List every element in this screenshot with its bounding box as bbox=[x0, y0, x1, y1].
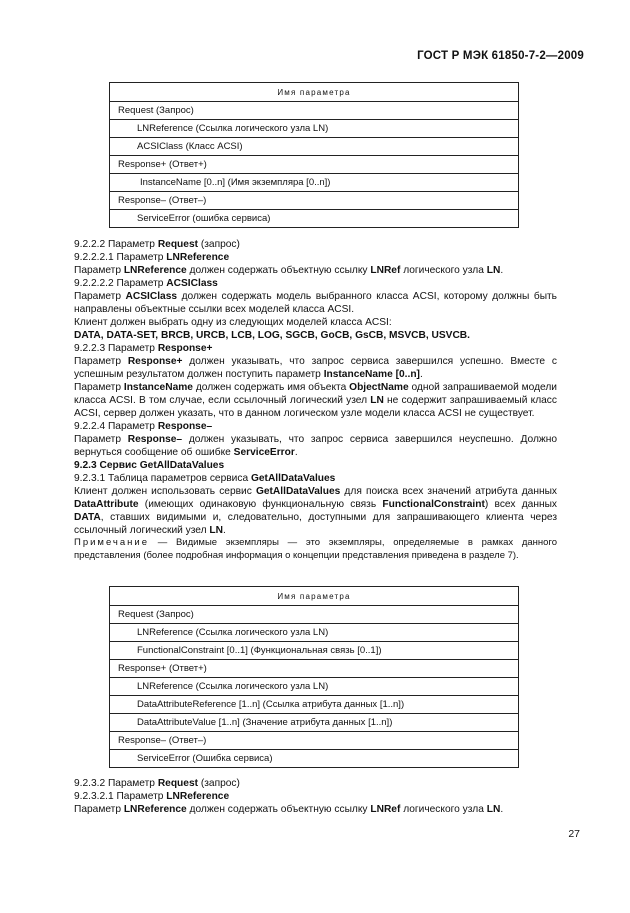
parameter-table-getdirectory bbox=[109, 82, 519, 228]
body-text-section-2 bbox=[74, 777, 557, 816]
page-number: 27 bbox=[568, 828, 580, 840]
heading-table: 9.2.3.1 Таблица параметров сервиса GetAllDataValues bbox=[74, 473, 336, 484]
parameter-table-getalldatavalues bbox=[109, 586, 519, 768]
table-row: ServiceError (Ошибка сервиса) bbox=[110, 750, 519, 768]
paragraph: Параметр ACSIClass должен содержать модель выбранного класса ACSI, которому должны быть направлены объектные ссылки всех моделей класса ACSI. bbox=[74, 291, 557, 315]
heading-acsiclass: 9.2.2.2.2 Параметр ACSIClass bbox=[74, 278, 218, 289]
paragraph: Параметр InstanceName должен содержать имя объекта ObjectName одной запрашиваемой модели класса ACSI. В том случае, если ссылочный логический узел LN не содержит запрашиваемый класс ACSI, сервер должен указать, что в данном логическом узле модели класса ACSI не существует. bbox=[74, 382, 557, 419]
heading-response-minus: 9.2.2.4 Параметр Response– bbox=[74, 421, 213, 432]
paragraph: Параметр LNReference должен содержать объектную ссылку LNRef логического узла LN. bbox=[74, 265, 504, 276]
heading-lnreference: 9.2.3.2.1 Параметр LNReference bbox=[74, 791, 230, 802]
table-row: Response– (Ответ–) bbox=[110, 732, 519, 750]
heading-response-plus: 9.2.2.3 Параметр Response+ bbox=[74, 343, 213, 354]
acsi-class-list: DATA, DATA-SET, BRCB, URCB, LCB, LOG, SGCB, GoCB, GsCB, MSVCB, USVCB. bbox=[74, 330, 470, 341]
table-header: Имя параметра bbox=[110, 83, 519, 102]
table-row: Response– (Ответ–) bbox=[110, 192, 519, 210]
heading-request: 9.2.3.2 Параметр Request (запрос) bbox=[74, 778, 240, 789]
heading-lnreference: 9.2.2.2.1 Параметр LNReference bbox=[74, 252, 230, 263]
paragraph: Параметр LNReference должен содержать объектную ссылку LNRef логического узла LN. bbox=[74, 804, 504, 815]
table-row: Response+ (Ответ+) bbox=[110, 156, 519, 174]
table-row: DataAttributeValue [1..n] (Значение атрибута данных [1..n]) bbox=[110, 714, 519, 732]
note: Примечание — Видимые экземпляры — это экземпляры, определяемые в рамках данного представления (более подробная информация о концепции представления приведена в разделе 7). bbox=[74, 537, 557, 561]
table-row: InstanceName [0..n] (Имя экземпляра [0..n]) bbox=[110, 174, 519, 192]
table-row: Response+ (Ответ+) bbox=[110, 660, 519, 678]
body-text-section-1 bbox=[74, 238, 557, 562]
paragraph: Клиент должен использовать сервис GetAllDataValues для поиска всех значений атрибута данных DataAttribute (имеющих одинаковую функциональную связь FunctionalConstraint) всех данных DATA, ставших видимыми и, следовательно, доступными для запрашивающего клиента через ссылочный логический узел LN. bbox=[74, 486, 558, 536]
table-row: LNReference (Ссылка логического узла LN) bbox=[110, 120, 519, 138]
table-header: Имя параметра bbox=[110, 587, 519, 606]
table-row: Request (Запрос) bbox=[110, 102, 519, 120]
table-row: LNReference (Ссылка логического узла LN) bbox=[110, 678, 519, 696]
table-row: ACSIClass (Класс ACSI) bbox=[110, 138, 519, 156]
document-header: ГОСТ Р МЭК 61850-7-2—2009 bbox=[417, 50, 584, 62]
table-row: ServiceError (ошибка сервиса) bbox=[110, 210, 519, 228]
section-heading: 9.2.3 Сервис GetAllDataValues bbox=[74, 460, 225, 471]
table-row: Request (Запрос) bbox=[110, 606, 519, 624]
table-row: DataAttributeReference [1..n] (Ссылка атрибута данных [1..n]) bbox=[110, 696, 519, 714]
table-row: FunctionalConstraint [0..1] (Функциональная связь [0..1]) bbox=[110, 642, 519, 660]
paragraph: Параметр Response– должен указывать, что запрос сервиса завершился неуспешно. Должно вернуться сообщение об ошибке ServiceError. bbox=[74, 434, 557, 458]
heading-request: 9.2.2.2 Параметр Request (запрос) bbox=[74, 239, 240, 250]
table-row: LNReference (Ссылка логического узла LN) bbox=[110, 624, 519, 642]
paragraph: Клиент должен выбрать одну из следующих моделей класса ACSI: bbox=[74, 317, 392, 328]
paragraph: Параметр Response+ должен указывать, что запрос сервиса завершился успешно. Вместе с успешным результатом должен поступить параметр InstanceName [0..n]. bbox=[74, 356, 557, 380]
